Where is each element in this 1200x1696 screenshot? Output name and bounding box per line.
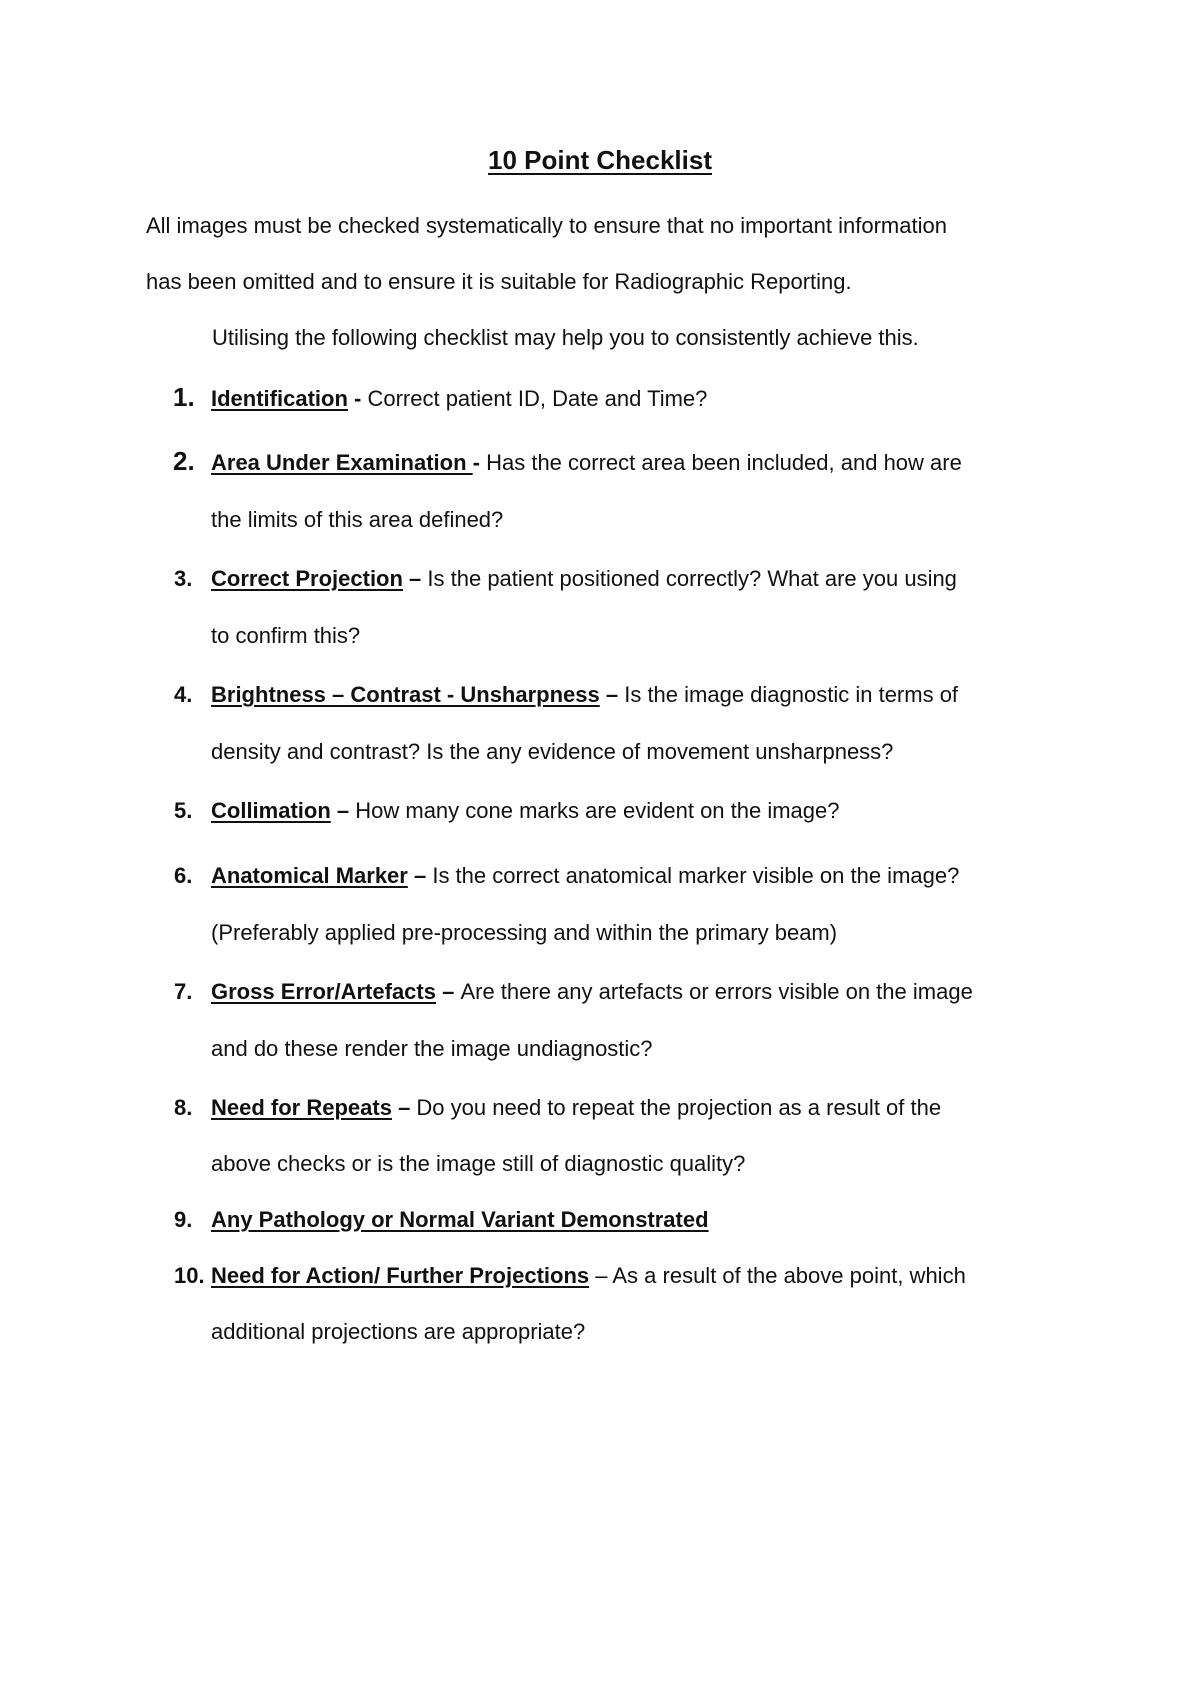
- list-item-5: [211, 797, 840, 825]
- item-number-3: 3.: [174, 566, 193, 591]
- item-number-9: 9.: [174, 1207, 193, 1232]
- item-text-7: Are there any artefacts or errors visible on the image: [460, 979, 973, 1004]
- item-term-7: Gross Error/Artefacts: [211, 979, 436, 1004]
- list-item-8: [211, 1094, 941, 1122]
- item-number-4: 4.: [174, 682, 193, 707]
- item-term-9: Any Pathology or Normal Variant Demonstrated: [211, 1207, 709, 1232]
- item-text-2: Has the correct area been included, and how are: [486, 450, 962, 475]
- item-number-1: 1.: [173, 382, 195, 412]
- item-text-5: How many cone marks are evident on the image?: [355, 798, 840, 823]
- list-item-2: [211, 449, 962, 477]
- list-item-3: [211, 565, 957, 593]
- list-item-10: [211, 1262, 966, 1290]
- item-text-1: Correct patient ID, Date and Time?: [367, 386, 708, 411]
- item-text-10: As a result of the above point, which: [612, 1263, 966, 1288]
- item-number-7: 7.: [174, 979, 193, 1004]
- item-text-4: Is the image diagnostic in terms of: [624, 682, 959, 707]
- item-sep-1: -: [347, 386, 368, 411]
- item-text-10-continued: additional projections are appropriate?: [211, 1319, 586, 1344]
- list-item-1: [211, 385, 707, 413]
- item-number-2: 2.: [173, 446, 195, 476]
- item-text-2-continued: the limits of this area defined?: [211, 507, 504, 532]
- item-term-10: Need for Action/ Further Projections: [211, 1263, 590, 1288]
- item-text-8: Do you need to repeat the projection as a result of the: [416, 1095, 942, 1120]
- item-text-6: Is the correct anatomical marker visible on the image?: [432, 863, 960, 888]
- item-sep-7: –: [435, 979, 461, 1004]
- item-number-8: 8.: [174, 1095, 193, 1120]
- item-term-8: Need for Repeats: [211, 1095, 392, 1120]
- item-sep-2: -: [472, 450, 487, 475]
- item-number-5: 5.: [174, 798, 193, 823]
- list-item-6: [211, 862, 959, 890]
- intro-line-2: has been omitted and to ensure it is suitable for Radiographic Reporting.: [146, 269, 852, 294]
- item-text-3: Is the patient positioned correctly? What are you using: [427, 566, 957, 591]
- item-text-4-continued: density and contrast? Is the any evidence of movement unsharpness?: [211, 739, 894, 764]
- item-sep-10: –: [589, 1263, 613, 1288]
- intro-line-3: Utilising the following checklist may help you to consistently achieve this.: [212, 325, 919, 350]
- item-text-7-continued: and do these render the image undiagnostic?: [211, 1036, 653, 1061]
- item-text-8-continued: above checks or is the image still of diagnostic quality?: [211, 1151, 746, 1176]
- list-item-4: [211, 681, 958, 709]
- item-term-4: Brightness – Contrast - Unsharpness: [211, 682, 600, 707]
- item-sep-6: –: [407, 863, 433, 888]
- item-number-6: 6.: [174, 863, 193, 888]
- item-text-6-continued: (Preferably applied pre-processing and within the primary beam): [211, 920, 838, 945]
- list-item-9: [211, 1206, 709, 1234]
- page-title: 10 Point Checklist: [488, 145, 712, 175]
- item-term-1: Identification: [211, 386, 348, 411]
- item-sep-4: –: [599, 682, 625, 707]
- item-term-6: Anatomical Marker: [211, 863, 408, 888]
- item-term-3: Correct Projection: [211, 566, 403, 591]
- item-text-3-continued: to confirm this?: [211, 623, 361, 648]
- item-sep-3: –: [402, 566, 428, 591]
- item-number-10: 10.: [174, 1263, 205, 1288]
- item-term-5: Collimation: [211, 798, 331, 823]
- item-term-2: Area Under Examination: [211, 450, 473, 475]
- list-item-7: [211, 978, 973, 1006]
- item-sep-5: –: [330, 798, 356, 823]
- item-sep-8: –: [391, 1095, 417, 1120]
- intro-line-1: All images must be checked systematically to ensure that no important information: [146, 213, 947, 238]
